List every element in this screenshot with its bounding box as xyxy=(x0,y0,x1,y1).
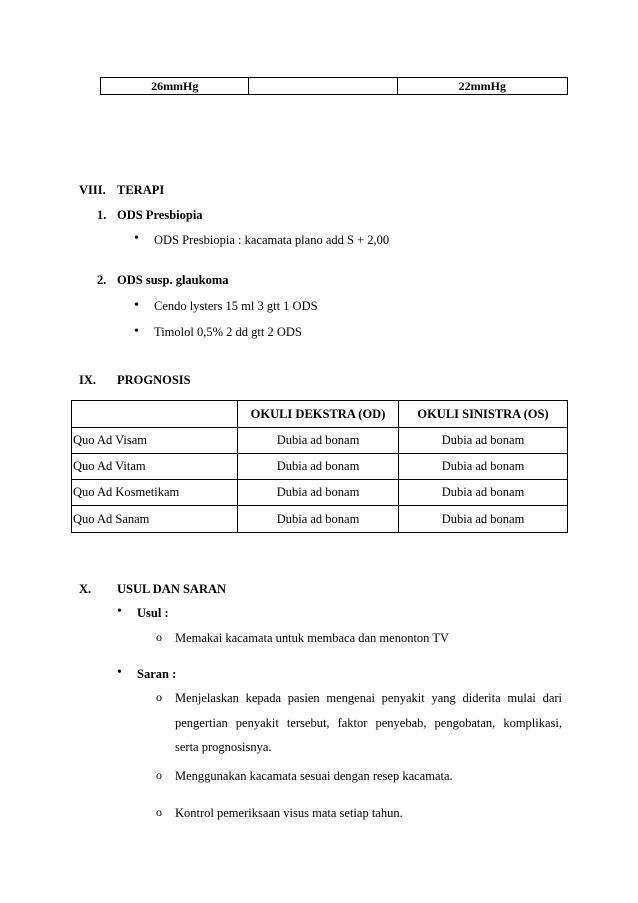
bullet-icon: • xyxy=(117,665,122,680)
prognosis-header-os: OKULI SINISTRA (OS) xyxy=(399,401,568,428)
circle-bullet-icon: o xyxy=(156,630,162,644)
prognosis-row-od: Dubia ad bonam xyxy=(238,428,399,454)
prognosis-row-label: Quo Ad Kosmetikam xyxy=(72,480,238,506)
therapy-item-2-num: 2. xyxy=(97,273,107,287)
therapy-item-1-bullet-1: ODS Presbiopia : kacamata plano add S + 2,00 xyxy=(154,233,390,247)
saran-item-1-line-2: pengertian penyakit tersebut, faktor penyebab, pengobatan, komplikasi, xyxy=(175,716,562,730)
therapy-item-2-bullet-2: Timolol 0,5% 2 dd gtt 2 ODS xyxy=(154,325,302,339)
prognosis-row-label: Quo Ad Sanam xyxy=(72,506,238,533)
iop-os-cell: 22mmHg xyxy=(397,78,567,95)
section9-title: PROGNOSIS xyxy=(117,373,191,387)
saran-item-2: Menggunakan kacamata sesuai dengan resep kacamata. xyxy=(175,769,453,783)
prognosis-row-os: Dubia ad bonam xyxy=(399,480,568,506)
prognosis-header-blank xyxy=(72,401,238,428)
saran-label: Saran : xyxy=(137,667,177,681)
prognosis-row-od: Dubia ad bonam xyxy=(238,480,399,506)
usul-label: Usul : xyxy=(137,606,169,620)
saran-item-1-line-3: serta prognosisnya. xyxy=(175,740,272,754)
prognosis-row-od: Dubia ad bonam xyxy=(238,454,399,480)
prognosis-row-os: Dubia ad bonam xyxy=(399,454,568,480)
saran-item-3: Kontrol pemeriksaan visus mata setiap tahun. xyxy=(175,806,403,820)
circle-bullet-icon: o xyxy=(156,690,162,704)
bullet-icon: • xyxy=(117,604,122,619)
iop-od-cell: 26mmHg xyxy=(101,78,249,95)
therapy-item-2-bullet-1: Cendo lysters 15 ml 3 gtt 1 ODS xyxy=(154,299,318,313)
circle-bullet-icon: o xyxy=(156,805,162,819)
prognosis-row-od: Dubia ad bonam xyxy=(238,506,399,533)
section10-title: USUL DAN SARAN xyxy=(117,582,227,596)
section8-title: TERAPI xyxy=(117,183,165,197)
section10-number: X. xyxy=(79,582,92,596)
therapy-item-1-title: ODS Presbiopia xyxy=(117,208,203,222)
section9-number: IX. xyxy=(79,373,97,387)
saran-item-1-line-1: Menjelaskan kepada pasien mengenai penyakit yang diderita mulai dari xyxy=(175,691,562,705)
iop-mid-cell xyxy=(249,78,397,95)
prognosis-row-os: Dubia ad bonam xyxy=(399,428,568,454)
usul-item-1: Memakai kacamata untuk membaca dan menonton TV xyxy=(175,631,449,645)
prognosis-row-os: Dubia ad bonam xyxy=(399,506,568,533)
prognosis-row-label: Quo Ad Visam xyxy=(72,428,238,454)
bullet-icon: • xyxy=(134,231,139,246)
therapy-item-2-title: ODS susp. glaukoma xyxy=(117,273,229,287)
prognosis-header-od: OKULI DEKSTRA (OD) xyxy=(238,401,399,428)
bullet-icon: • xyxy=(134,298,139,313)
circle-bullet-icon: o xyxy=(156,768,162,782)
bullet-icon: • xyxy=(134,324,139,339)
therapy-item-1-num: 1. xyxy=(97,208,107,222)
prognosis-table xyxy=(71,400,568,533)
prognosis-row-label: Quo Ad Vitam xyxy=(72,454,238,480)
section8-number: VIII. xyxy=(79,183,106,197)
iop-table xyxy=(100,77,568,95)
